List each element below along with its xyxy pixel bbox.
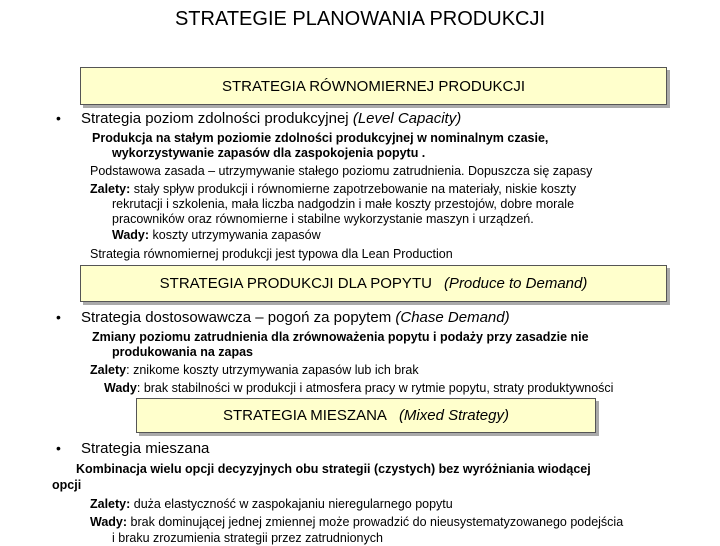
cons-label: Wady:	[90, 515, 128, 529]
cons-label: Wady	[104, 381, 137, 395]
pros-line	[90, 363, 419, 378]
section-header-produce-to-demand	[80, 265, 667, 302]
strategy-heading	[81, 440, 209, 457]
section-header-level-production	[80, 67, 667, 105]
cons-text: : brak stabilności w produkcji i atmosfera pracy w rytmie popytu, straty produktywności	[136, 381, 614, 395]
cons-line: i braku zrozumienia strategii przez zatrudnionych	[112, 531, 383, 545]
section-header-mixed-strategy	[136, 398, 596, 433]
pros-text: duża elastyczność w zaspokajaniu nieregularnego popytu	[133, 497, 453, 511]
pros-line: pracowników oraz równomierne i stabilne wykorzystanie maszyn i urządzeń.	[112, 212, 534, 226]
description-line: wykorzystywanie zapasów dla zaspokojenia popytu .	[112, 146, 426, 160]
strategy-heading-english: (Chase Demand)	[395, 309, 510, 326]
note-text: Strategia równomiernej produkcji jest typowa dla Lean Production	[90, 247, 453, 261]
strategy-heading-text: Strategia dostosowawcza – pogoń za popytem	[81, 309, 392, 326]
section-header-english: (Produce to Demand)	[443, 275, 588, 292]
section-header-english: (Mixed Strategy)	[398, 407, 509, 424]
strategy-heading	[81, 110, 461, 127]
strategy-heading	[81, 309, 510, 326]
bullet: •	[56, 440, 61, 456]
cons-line	[90, 515, 623, 530]
pros-label: Zalety:	[90, 497, 131, 511]
strategy-heading-english: (Level Capacity)	[352, 110, 462, 127]
cons-line	[104, 381, 714, 395]
principle-text: Podstawowa zasada – utrzymywanie stałego poziomu zatrudnienia. Dopuszcza się zapasy	[90, 164, 593, 178]
pros-text: : znikome koszty utrzymywania zapasów lub ich brak	[126, 363, 419, 377]
cons-line	[112, 228, 321, 243]
pros-label: Zalety:	[90, 182, 131, 196]
description-line: opcji	[52, 478, 82, 492]
pros-label: Zalety	[90, 363, 127, 377]
strategy-heading-text: Strategia mieszana	[81, 440, 210, 457]
cons-text: koszty utrzymywania zapasów	[152, 228, 321, 242]
pros-line	[90, 182, 576, 197]
description-line: Kombinacja wielu opcji decyzyjnych obu strategii (czystych) bez wyróżniania wiodącej	[76, 462, 591, 476]
pros-line: rekrutacji i szkolenia, mała liczba nadgodzin i małe koszty przestojów, dobre morale	[112, 197, 575, 211]
bullet: •	[56, 110, 61, 126]
section-header-title: STRATEGIA PRODUKCJI DLA POPYTU	[159, 275, 432, 292]
section-header-title: STRATEGIA MIESZANA	[223, 407, 387, 424]
description-line: Zmiany poziomu zatrudnienia dla zrównoważenia popytu i podaży przy zasadzie nie	[92, 330, 589, 344]
bullet: •	[56, 309, 61, 325]
pros-text: stały spływ produkcji i równomierne zapotrzebowanie na materiały, niskie koszty	[133, 182, 577, 196]
section-header-title: STRATEGIA RÓWNOMIERNEJ PRODUKCJI	[221, 77, 526, 95]
cons-text: brak dominującej jednej zmiennej może prowadzić do nieusystematyzowanego podejścia	[130, 515, 624, 529]
strategy-heading-text: Strategia poziom zdolności produkcyjnej	[81, 110, 349, 127]
description-line: produkowania na zapas	[112, 345, 254, 359]
page-title: STRATEGIE PLANOWANIA PRODUKCJI	[174, 8, 546, 30]
description-line: Produkcja na stałym poziomie zdolności produkcyjnej w nominalnym czasie,	[92, 131, 549, 145]
cons-label: Wady:	[112, 228, 150, 242]
pros-line	[90, 497, 453, 512]
